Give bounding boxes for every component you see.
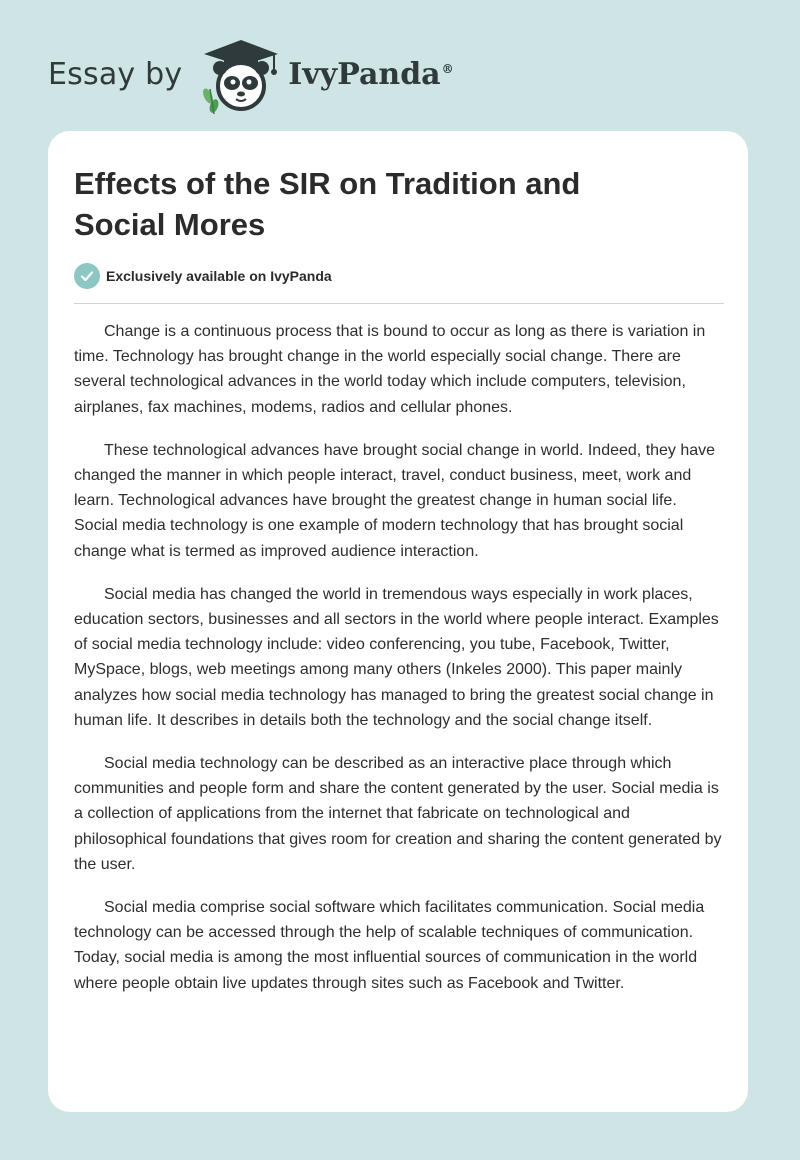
paragraph: Social media technology can be described as an interactive place through which communities and people form and share the content generated by the user. Social media is a collection of applications from the internet that fabricate on technological and philosophical foundations that gives room for creation and sharing the content generated by the user. xyxy=(74,755,722,873)
paragraph: Social media comprise social software which facilitates communication. Social media technology can be accessed through the help of scalable techniques of communication. Today, social media is among the most influential sources of communication in the world where people obtain live updates through sites such as Facebook and Twitter. xyxy=(74,899,705,992)
check-icon xyxy=(74,263,100,289)
essay-by-label: Essay by xyxy=(48,56,183,92)
exclusive-badge-label: Exclusively available on IvyPanda xyxy=(106,268,332,284)
divider xyxy=(74,303,724,304)
paragraph: These technological advances have brought social change in world. Indeed, they have changed the manner in which people interact, travel, conduct business, meet, work and learn. Technological advances have brought the greatest change in human social life. Social media technology is one example of modern technology that has brought social change what is termed as improved audience interaction. xyxy=(74,441,716,560)
brand-name: IvyPanda® xyxy=(288,56,454,92)
ivypanda-logo-link[interactable] xyxy=(196,34,453,114)
exclusive-badge xyxy=(74,263,332,289)
panda-logo-icon xyxy=(196,34,286,114)
essay-body xyxy=(74,319,724,1014)
essay-title: Effects of the SIR on Tradition and Social Mores xyxy=(74,166,581,242)
paragraph: Social media has changed the world in tremendous ways especially in work places, education sectors, businesses and all sectors in the world where people interact. Examples of social media technology include: video conferencing, you tube, Facebook, Twitter, MySpace, blogs, web meetings among many others (Inkeles 2000). This paper mainly analyzes how social media technology has managed to bring the greatest social change in human life. It describes in details both the technology and the social change itself. xyxy=(74,585,719,729)
essay-card xyxy=(48,131,748,1112)
paragraph: Change is a continuous process that is bound to occur as long as there is variation in time. Technology has brought change in the world especially social change. There are several technological advances in the world today which include computers, television, airplanes, fax machines, modems, radios and cellular phones. xyxy=(74,323,706,416)
site-header xyxy=(48,34,454,114)
